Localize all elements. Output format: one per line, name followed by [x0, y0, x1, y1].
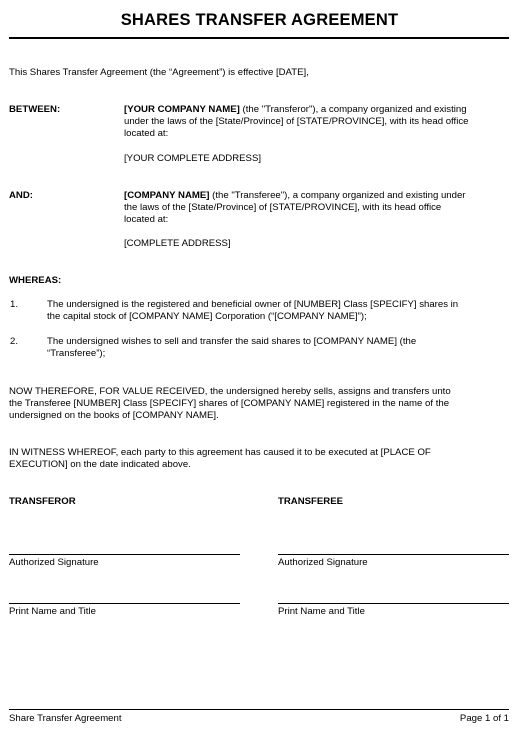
transferor-address: [YOUR COMPLETE ADDRESS] [124, 153, 262, 164]
transferee-name-line [278, 603, 509, 604]
transferee-line-1 [124, 190, 510, 202]
transferee-signature-line [278, 554, 509, 555]
between-label: BETWEEN: [9, 104, 61, 115]
and-label: AND: [9, 190, 33, 201]
whereas-item-number: 2. [10, 336, 19, 347]
transferee-signature-label: Authorized Signature [278, 557, 368, 568]
now-therefore-line-1: NOW THEREFORE, FOR VALUE RECEIVED, the undersigned hereby sells, assigns and transfers unto [9, 386, 451, 397]
transferor-line-2: under the laws of the [State/Province] of [STATE/PROVINCE], with its head office [124, 116, 469, 127]
whereas-item-2-line-1: The undersigned wishes to sell and transfer the said shares to [COMPANY NAME] (the [47, 336, 417, 347]
witness-paragraph [9, 447, 509, 471]
whereas-item-number: 1. [10, 299, 19, 310]
transferee-line-2: the laws of the [State/Province] of [STATE/PROVINCE], with its head office [124, 202, 442, 213]
whereas-item-1-line-2: the capital stock of [COMPANY NAME] Corporation (“[COMPANY NAME]”); [47, 311, 367, 322]
document-title: SHARES TRANSFER AGREEMENT [120, 11, 399, 29]
now-therefore-line-3: undersigned on the books of [COMPANY NAME]. [9, 410, 219, 421]
whereas-heading: WHEREAS: [9, 275, 62, 286]
footer-page-number: Page 1 of 1 [459, 713, 509, 724]
whereas-item-1-line-1: The undersigned is the registered and beneficial owner of [NUMBER] Class [SPECIFY] shares in [47, 299, 459, 310]
whereas-item-2-line-2: “Transferee”); [47, 348, 106, 359]
transferor-name-label: Print Name and Title [9, 606, 96, 617]
transferor-signature-label: Authorized Signature [9, 557, 99, 568]
transferor-line-1-rest: (the "Transferor"), a company organized and existing [239, 104, 467, 115]
footer-document-name: Share Transfer Agreement [9, 713, 122, 724]
now-therefore-paragraph [9, 386, 509, 422]
witness-line-2: EXECUTION] on the date indicated above. [9, 459, 191, 470]
transferor-heading: TRANSFEROR [9, 496, 76, 507]
transferor-signature-line [9, 554, 240, 555]
transferee-name-label: Print Name and Title [278, 606, 365, 617]
transferor-line-1 [124, 104, 510, 116]
transferor-name-line [9, 603, 240, 604]
now-therefore-line-2: the Transferee [NUMBER] Class [SPECIFY] shares of [COMPANY NAME] registered in the name of the [9, 398, 450, 409]
transferor-company-name: [YOUR COMPANY NAME] [124, 104, 240, 115]
whereas-item-text [47, 299, 510, 323]
transferee-heading: TRANSFEREE [278, 496, 344, 507]
transferor-party-description [124, 104, 510, 140]
transferee-address: [COMPLETE ADDRESS] [124, 238, 231, 249]
transferor-line-3: located at: [124, 128, 169, 139]
transferee-line-3: located at: [124, 214, 169, 225]
transferee-line-1-rest: (the "Transferee"), a company organized and existing under [209, 190, 466, 201]
whereas-item-text [47, 336, 510, 360]
witness-line-1: IN WITNESS WHEREOF, each party to this agreement has caused it to be executed at [PLACE OF [9, 447, 431, 458]
title-divider [9, 37, 509, 39]
transferee-company-name: [COMPANY NAME] [124, 190, 210, 201]
footer-divider [9, 709, 509, 710]
transferee-party-description [124, 190, 510, 226]
intro-paragraph: This Shares Transfer Agreement (the “Agreement”) is effective [DATE], [9, 67, 309, 78]
